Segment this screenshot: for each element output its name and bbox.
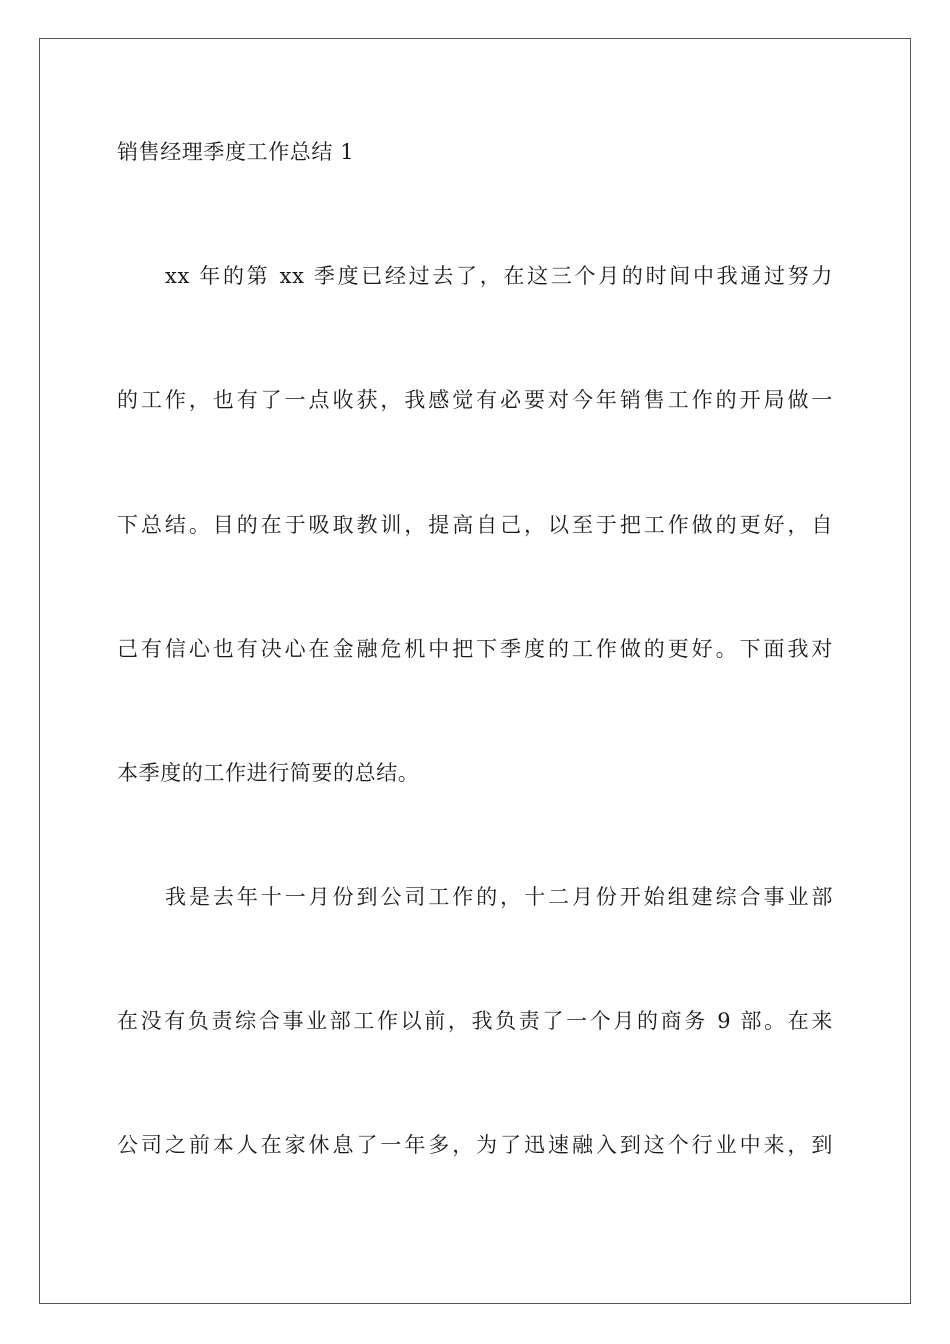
page-border <box>39 38 911 1304</box>
paragraph-line-7: 在没有负责综合事业部工作以前，我负责了一个月的商务 9 部。在来 <box>117 1009 833 1033</box>
paragraph-line-4: 己有信心也有决心在金融危机中把下季度的工作做的更好。下面我对 <box>117 637 833 661</box>
paragraph-line-6: 我是去年十一月份到公司工作的，十二月份开始组建综合事业部 <box>165 885 833 909</box>
paragraph-line-2: 的工作，也有了一点收获，我感觉有必要对今年销售工作的开局做一 <box>117 388 833 412</box>
paragraph-line-3: 下总结。目的在于吸取教训，提高自己，以至于把工作做的更好，自 <box>117 513 833 537</box>
paragraph-line-1: xx 年的第 xx 季度已经过去了，在这三个月的时间中我通过努力 <box>165 264 833 288</box>
document-title: 销售经理季度工作总结 1 <box>117 140 355 164</box>
paragraph-line-8: 公司之前本人在家休息了一年多，为了迅速融入到这个行业中来，到 <box>117 1133 833 1157</box>
paragraph-line-5: 本季度的工作进行简要的总结。 <box>117 761 420 785</box>
